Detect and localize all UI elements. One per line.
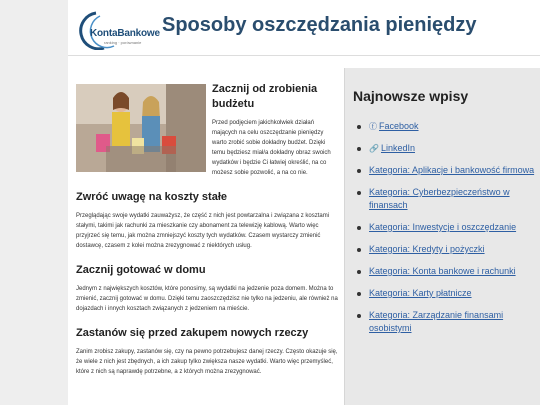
section-heading-cooking: Zacznij gotować w domu [76, 264, 206, 276]
sidebar-item-facebook [353, 120, 540, 133]
bullet-icon [357, 314, 361, 318]
facebook-icon: ⓕ [369, 122, 377, 131]
bullet-icon [357, 270, 361, 274]
site-logo[interactable] [74, 10, 158, 50]
sidebar-link-linkedin[interactable] [369, 143, 415, 153]
sidebar-item-linkedin [353, 142, 540, 155]
section-text-budget: Przed podjęciem jakichkolwiek działań mających na celu oszczędzanie pieniędzy warto zrobić sobie dokładny budżet. Dzięki temu będziesz miał/a dokładny obraz swoich wydatków i będzie Ci łatwiej określić, na co możesz sobie pozwolić, a na co nie. [212, 120, 331, 176]
logo-text: KontaBankowe [90, 28, 160, 39]
sidebar-item-category [353, 265, 540, 278]
sidebar-title: Najnowsze wpisy [353, 88, 469, 104]
sidebar-item-category [353, 243, 540, 256]
logo-subtext: ranking · porównanie [104, 40, 142, 45]
sidebar-link-facebook[interactable] [369, 121, 419, 131]
sidebar-link-cards[interactable]: Kategoria: Karty płatnicze [369, 288, 472, 298]
bullet-icon [357, 191, 361, 195]
bullet-icon [357, 147, 361, 151]
section-heading-purchases: Zastanów się przed zakupem nowych rzeczy [76, 327, 309, 339]
sidebar-item-category [353, 186, 540, 212]
sidebar-link-loans[interactable]: Kategoria: Kredyty i pożyczki [369, 244, 485, 254]
bullet-icon [357, 292, 361, 296]
section-text-purchases: Zanim zrobisz zakupy, zastanów się, czy na pewno potrzebujesz danej rzeczy. Często okazuje się, że wiele z nich jest zbędnych, a ich zakup tylko zwiększa nasze wydatki. Warto więc przemyśleć, które z nich są naprawdę potrzebne, a z których można zrezygnować. [76, 349, 338, 375]
bullet-icon [357, 226, 361, 230]
bullet-icon [357, 248, 361, 252]
sidebar-list [353, 120, 540, 335]
bullet-icon [357, 169, 361, 173]
sidebar-link-label: LinkedIn [380, 143, 415, 153]
bullet-icon [357, 125, 361, 129]
sidebar-link-investments[interactable]: Kategoria: Inwestycje i oszczędzanie [369, 222, 517, 232]
sidebar-link-accounts[interactable]: Kategoria: Konta bankowe i rachunki [369, 266, 516, 276]
sidebar-link-cybersecurity[interactable]: Kategoria: Cyberbezpieczeństwo w finansach [369, 187, 510, 210]
sidebar-link-personal-finance[interactable]: Kategoria: Zarządzanie finansami osobistymi [369, 310, 504, 333]
article-content [76, 82, 338, 377]
sidebar-link-label: Facebook [379, 121, 419, 131]
site-header [68, 0, 540, 56]
site-title[interactable]: Sposoby oszczędzania pieniędzy [162, 14, 477, 36]
sidebar-item-category [353, 164, 540, 177]
sidebar-item-category [353, 309, 540, 335]
page [68, 0, 540, 405]
sidebar-item-category [353, 221, 540, 234]
link-icon: 🔗 [369, 144, 379, 153]
sidebar [344, 68, 540, 405]
section-heading-fixed-costs: Zwróć uwagę na koszty stałe [76, 191, 227, 203]
section-heading-budget: Zacznij od zrobienia budżetu [212, 83, 318, 110]
hero-image-shopping-women [76, 84, 206, 172]
section-text-cooking: Jednym z największych kosztów, które ponosimy, są wydatki na jedzenie poza domem. Można to zmienić, zacznij gotować w domu. Dzięki temu zaoszczędzisz nie tylko na jedzeniu, ale również na dojazdach i innych kosztach związanych z jedzeniem na mieście. [76, 286, 338, 312]
sidebar-link-apps[interactable]: Kategoria: Aplikacje i bankowość firmowa [369, 165, 535, 175]
sidebar-item-category [353, 287, 540, 300]
section-text-fixed-costs: Przeglądając swoje wydatki zauważysz, że część z nich jest powtarzalna i związana z kosztami stałymi, takimi jak rachunki za mieszkanie czy abonament za telewizję kablową. Warto więc przyjrzeć się temu, jak można zmniejszyć koszty tych wydatków. Czasem wystarczy zmienić dostawcę, czasem z kolei można zrezygnować z niektórych usług. [76, 213, 330, 249]
